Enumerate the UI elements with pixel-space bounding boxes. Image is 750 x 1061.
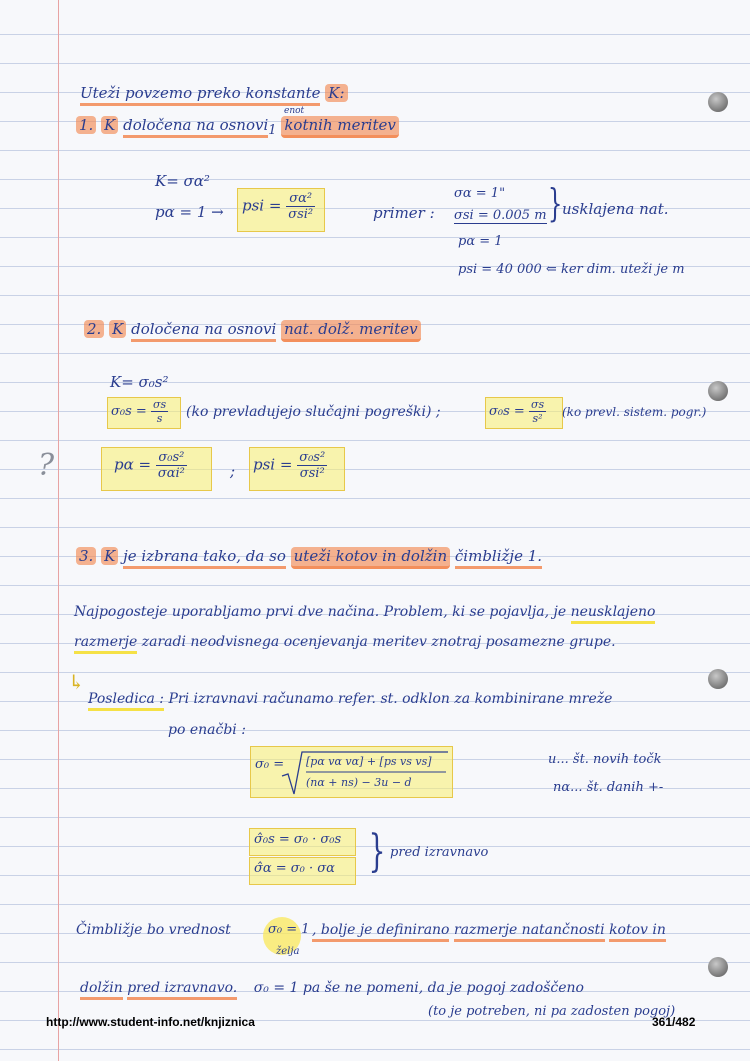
section-2-text-a: določena na osnovi: [131, 320, 276, 342]
sigma-os-1-num: σs: [152, 398, 167, 411]
sigma0-lhs: σ₀ =: [255, 757, 285, 772]
binder-hole-icon: [708, 957, 728, 977]
section-1-number: 1.: [76, 116, 96, 134]
binder-hole-icon: [708, 669, 728, 689]
section-3-text-b: uteži kotov in dolžin: [291, 547, 450, 569]
curly-brace-icon: }: [368, 826, 386, 877]
sigma-os-1-fraction: [151, 398, 168, 425]
aposteriori-sigma-alpha: σ̂α = σ₀ · σα: [254, 861, 335, 876]
section-1-text-b: kotnih meritev: [281, 116, 398, 138]
section-1-k: K: [101, 116, 118, 134]
closeness-d: kotov in: [609, 922, 666, 942]
sigma0-numerator: [pα vα vα] + [ps vs vs]: [306, 755, 432, 768]
consequence-text: Pri izravnavi računamo refer. st. odklon za kombinirane mreže: [168, 691, 613, 707]
paragraph-2-a: razmerje: [74, 634, 137, 654]
paragraph-line-2: [74, 634, 616, 650]
psi-2-lhs: psi =: [253, 455, 293, 474]
closeness-c: razmerje natančnosti: [454, 922, 605, 942]
sigma-os-formula-2: [489, 398, 546, 425]
section-1-heading: [76, 116, 399, 138]
section-2-k: K: [109, 320, 126, 338]
example-line-2: σsi = 0.005 m: [454, 208, 547, 223]
question-mark: ?: [38, 448, 55, 483]
section-2-heading: [84, 320, 421, 338]
psi-2-formula: [253, 450, 327, 481]
example-line-3: pα = 1: [458, 234, 503, 249]
example-line-4: psi = 40 000 ⇐ ker dim. uteži je m: [458, 262, 685, 277]
closeness-line-2: [312, 922, 666, 938]
last-c: σ₀ = 1 pa še ne pomeni, da je pogoj zadoščeno: [253, 980, 584, 996]
before-adjustment-note: pred izravnavo: [390, 845, 489, 860]
paragraph-2-b: zaradi neodvisnega ocenjevanja meritev znotraj posamezne grupe.: [141, 634, 616, 650]
p-alpha-lhs: pα =: [114, 455, 152, 474]
last-a: dolžin: [80, 980, 123, 1000]
consequence-line: [88, 691, 612, 707]
closeness-line: [76, 922, 231, 938]
title-k: K:: [325, 84, 347, 102]
page-number: 361/482: [652, 1015, 696, 1029]
sigma0-denominator: (nα + ns) − 3u − d: [306, 776, 412, 789]
example-note: usklajena nat.: [562, 200, 669, 218]
psi-2-fraction: [297, 450, 327, 481]
formula-separator: ;: [230, 462, 236, 480]
section-3-k: K: [101, 547, 118, 565]
psi-lhs: psi =: [242, 196, 282, 215]
title-line: [80, 84, 348, 102]
example-line-1: σα = 1": [454, 186, 506, 201]
sigma-os-1-den: s: [156, 412, 163, 425]
p-alpha-den: σαi²: [157, 466, 185, 481]
section-2-number: 2.: [84, 320, 104, 338]
p-alpha-num: σ₀s²: [156, 450, 187, 466]
sigma-os-2-den: s²: [532, 412, 543, 425]
wish-note: želja: [276, 946, 300, 957]
section-2-text-b: nat. dolž. meritev: [281, 320, 420, 342]
sigma-os-2-num: σs: [530, 398, 545, 411]
sigma-os-formula-1: [111, 398, 168, 425]
margin-line: [58, 0, 59, 1061]
example-label: primer :: [373, 204, 435, 222]
k-equation-2: K= σ₀s²: [110, 373, 169, 391]
title-text: Uteži povzemo preko konstante: [80, 84, 320, 106]
curly-brace-icon: }: [547, 181, 563, 225]
psi-denominator: σsi²: [288, 207, 314, 222]
p-alpha-fraction: [156, 450, 187, 481]
section-1-mark: 1: [268, 123, 277, 138]
section-1-text-a: določena na osnovi: [123, 116, 268, 138]
last-b: pred izravnavo.: [127, 980, 237, 1000]
psi-2-num: σ₀s²: [299, 450, 326, 465]
p-alpha-formula: [114, 450, 187, 481]
section-3-heading: [76, 547, 542, 565]
last-line: [80, 980, 584, 996]
sigma-os-2-lhs: σ₀s =: [489, 404, 525, 419]
by-equation-label: po enačbi :: [168, 722, 246, 738]
section-3-text-a: je izbrana tako, da so: [123, 547, 286, 569]
sigma-os-2-fraction: [529, 398, 546, 425]
psi-numerator: σα²: [286, 191, 315, 207]
sigma-os-1-note: (ko prevladujejo slučajni pogreški) ;: [186, 404, 441, 420]
section-3-text-c: čimbližje 1.: [455, 547, 542, 569]
p-alpha-equation: pα = 1 →: [155, 203, 224, 221]
closeness-a: Čimbližje bo vrednost: [76, 922, 231, 938]
psi-formula: [242, 191, 315, 222]
section-3-number: 3.: [76, 547, 96, 565]
psi-fraction: [286, 191, 315, 222]
binder-hole-icon: [708, 92, 728, 112]
section-1-note: enot: [284, 106, 305, 116]
paragraph-line-1: [74, 604, 655, 620]
footer-url[interactable]: http://www.student-info.net/knjiznica: [46, 1015, 255, 1029]
arrow-icon: ↳: [68, 670, 85, 694]
unknowns-note: u... št. novih točk: [548, 752, 662, 767]
binder-hole-icon: [708, 381, 728, 401]
k-equation-1: K= σα²: [155, 172, 210, 190]
aposteriori-sigma-os: σ̂₀s = σ₀ · σ₀s: [254, 832, 342, 847]
paragraph-1-b: neusklajeno: [571, 604, 656, 624]
sigma-os-2-note: (ko prevl. sistem. pogr.): [562, 405, 707, 419]
sigma0-target: σ₀ = 1: [268, 922, 310, 937]
consequence-label: Posledica :: [88, 691, 164, 711]
sigma-os-1-lhs: σ₀s =: [111, 404, 147, 419]
last-d: (to je potreben, ni pa zadosten pogoj): [428, 1004, 676, 1019]
closeness-b: , bolje je definirano: [312, 922, 449, 942]
psi-2-den: σsi²: [299, 466, 325, 481]
given-points-note: nα... št. danih +-: [553, 780, 664, 795]
paragraph-1-a: Najpogosteje uporabljamo prvi dve načina. Problem, ki se pojavlja, je: [74, 604, 567, 620]
